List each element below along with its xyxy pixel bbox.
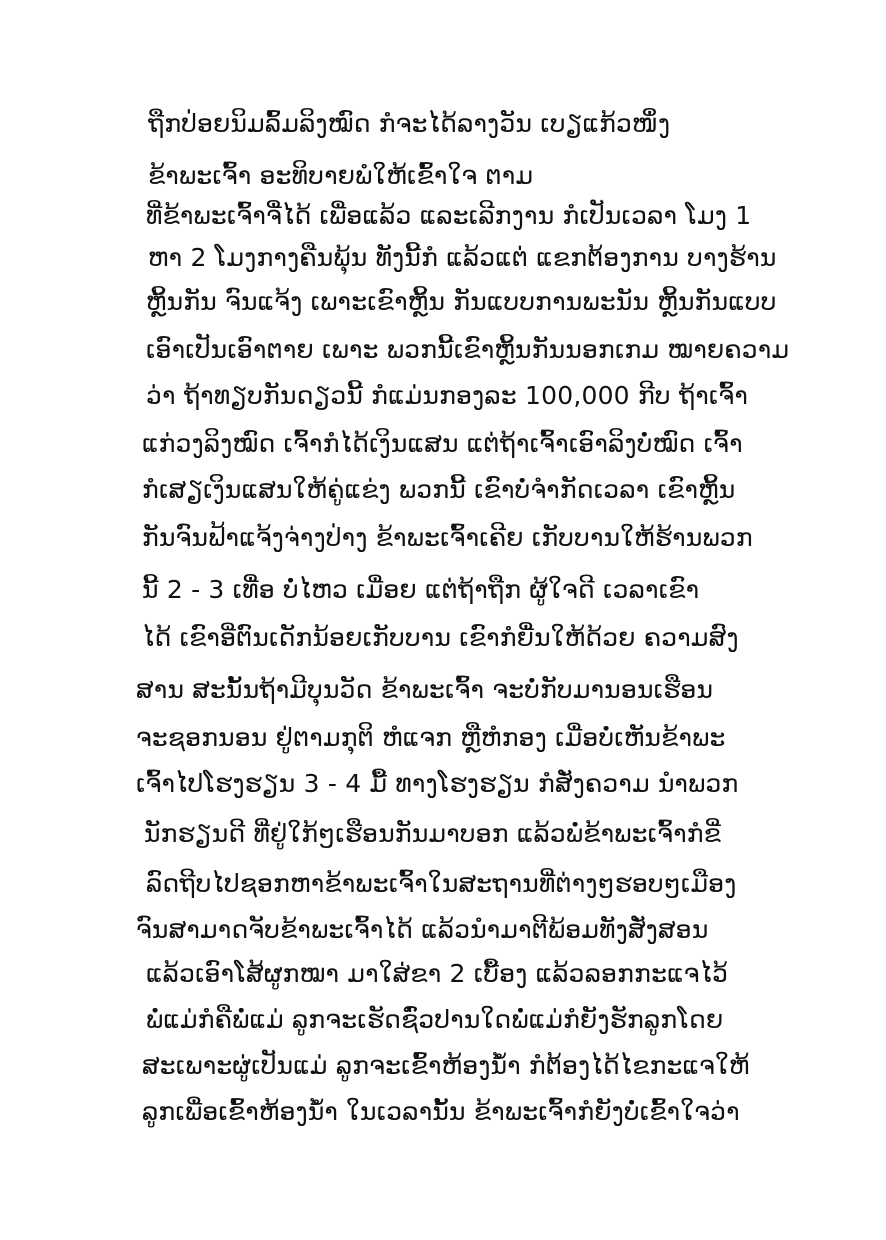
text-line-7: ວ່າ ຖ້າທຽບກັນດຽວນີ້ ກໍແມ່ນກອງລະ 100,000 ກີບ ຖ້າເຈົ້າ: [146, 381, 749, 410]
text-line-3: ທີ່ຂ້າພະເຈົ້າຈື່ໄດ້ ເພື່ອແລ້ວ ແລະເລີກງານ ກໍເປັນເວລາ ໂມງ 1: [146, 201, 752, 230]
text-line-12: ໄດ້ ເຂົາອີ່ຕົນເດັກນ້ອຍເກັບບານ ເຂົາກໍຍື່ນໃຫ້ດ້ວຍ ຄວາມສົງ: [142, 623, 739, 652]
text-line-2: ຂ້າພະເຈົ້າ ອະທິບາຍພໍໃຫ້ເຂົ້າໃຈ ຕາມ: [148, 161, 534, 190]
text-line-5: ຫຼິ້ນກັນ ຈົນແຈ້ງ ເພາະເຂົາຫຼິ້ນ ກັນແບບການພະນັນ ຫຼິ້ນກັນແບບ: [146, 287, 777, 316]
text-line-17: ລົດຖີບໄປຊອກຫາຂ້າພະເຈົ້າໃນສະຖານທີ່ຕ່າງໆຮອບໆເມືອງ: [146, 869, 737, 898]
text-line-21: ສະເພາະຜູ່ເປັນແມ່ ລູກຈະເຂົ້າຫ້ອງນ້ຳ ກໍຕ້ອງໄດ້ໄຂກະແຈໃຫ້: [142, 1051, 750, 1080]
text-line-4: ຫາ 2 ໂມງກາງຄືນພຸ້ນ ທັງນີ້ກໍ ແລ້ວແຕ່ ແຂກຕ້ອງການ ບາງຮ້ານ: [148, 243, 777, 272]
text-line-9: ກໍເສຽເງິນແສນໃຫ້ຄູ່ແຂ່ງ ພວກນີ້ ເຂົາບໍ່ຈຳກັດເວລາ ເຂົາຫຼິ້ນ: [142, 475, 736, 504]
text-line-22: ລູກເພື່ອເຂົ້າຫ້ອງນ້ຳ ໃນເວລານັ້ນ ຂ້າພະເຈົ້າກໍຍັງບໍ່ເຂົ້າໃຈວ່າ: [142, 1097, 740, 1126]
text-line-18: ຈົນສາມາດຈັບຂ້າພະເຈົ້າໄດ້ ແລ້ວນຳມາຕີພ້ອມທັງສັ່ງສອນ: [136, 915, 709, 944]
text-line-6: ເອົາເປັນເອົາຕາຍ ເພາະ ພວກນີ້ເຂົາຫຼິ້ນກັນນອກເກມ ໝາຍຄວາມ: [146, 335, 790, 364]
text-line-8: ແກ່ວງລິງໝົດ ເຈົ້າກໍໄດ້ເງິນແສນ ແຕ່ຖ້າເຈົ້າເອົາລິງບໍ່ໝົດ ເຈົ້າ: [142, 429, 743, 458]
text-line-19: ແລ້ວເອົາໂສ້ຜູກໝາ ມາໃສ່ຂາ 2 ເບື້ອງ ແລ້ວລອກກະແຈໄວ້: [146, 959, 729, 988]
text-line-20: ພໍ່ແມ່ກໍຄືພໍ່ແມ່ ລູກຈະເຮັດຊົ່ວປານໃດພໍ່ແມ່ກໍຍັງຮັກລູກໂດຍ: [146, 1005, 724, 1034]
text-line-16: ນັກຮຽນດີ ທີ່ຢູ່ໃກ້ໆເຮືອນກັນມາບອກ ແລ້ວພໍ່ຂ້າພະເຈົ້າກໍຂີ່: [144, 819, 722, 848]
text-line-1: ຖືກປ່ອຍນິມລົ້ມລິງໝົດ ກໍຈະໄດ້ລາງວັນ ເບຽແກ້ວໜຶ່ງ: [148, 109, 671, 138]
text-line-10: ກັນຈົນຟ້າແຈ້ງຈ່າງປ່າງ ຂ້າພະເຈົ້າເຄີຍ ເກັບບານໃຫ້ຮ້ານພວກ: [142, 523, 753, 552]
text-line-13: ສານ ສະນັ້ນຖ້າມີບຸນວັດ ຂ້າພະເຈົ້າ ຈະບໍ່ກັບມານອນເຮືອນ: [136, 675, 714, 704]
text-line-15: ເຈົ້າໄປໂຮງຮຽນ 3 - 4 ມື້ ທາງໂຮງຮຽນ ກໍສັ່ງຄວາມ ນຳພວກ: [136, 769, 739, 798]
text-line-11: ນີ້ 2 - 3 ເທື່ອ ບໍ່ໄຫວ ເມື່ອຍ ແຕ່ຖ້າຖືກ ຜູ້ໃຈດີ ເວລາເຂົາ: [142, 575, 700, 604]
text-line-14: ຈະຊອກນອນ ຢູ່ຕາມກຸຕິ ຫໍແຈກ ຫຼືຫໍກອງ ເມື່ອບໍ່ເຫັນຂ້າພະ: [136, 723, 726, 752]
